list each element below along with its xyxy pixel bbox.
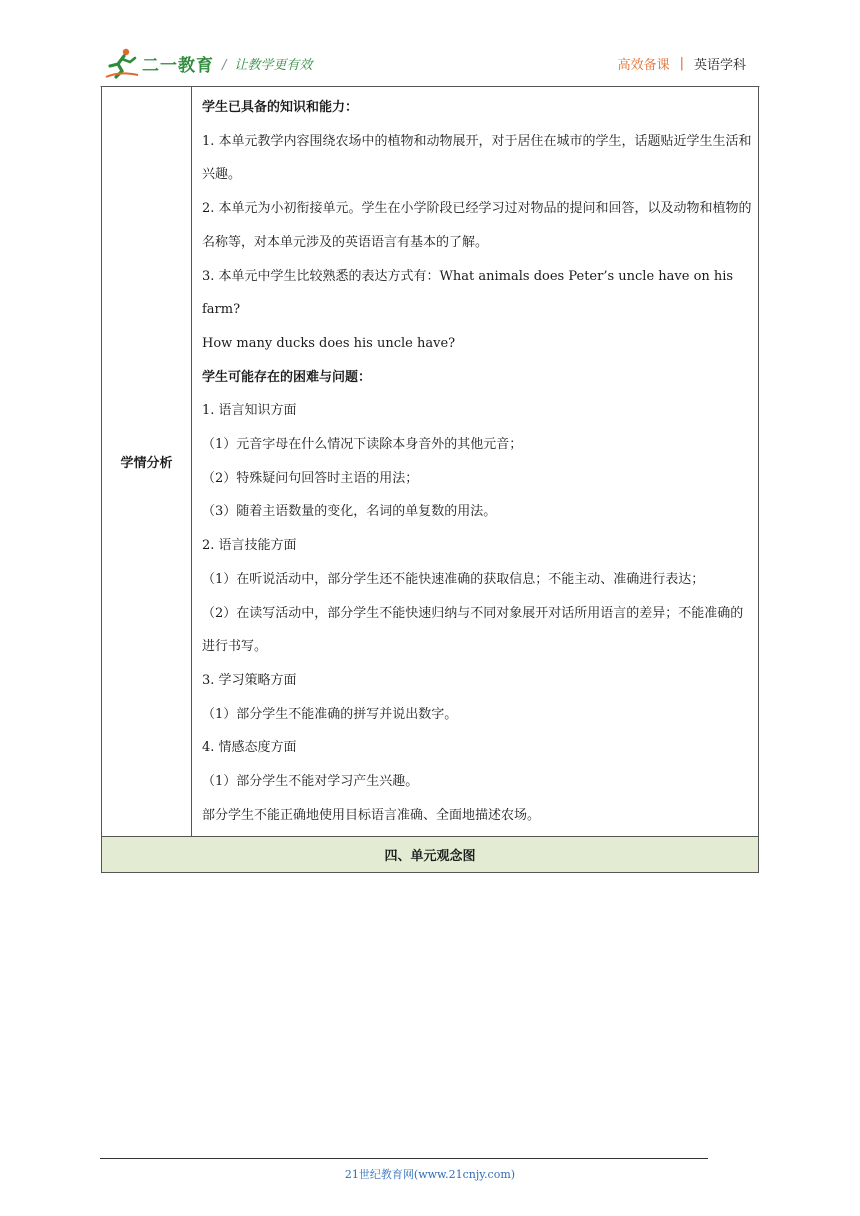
- problem-item: 3. 学习策略方面: [202, 672, 297, 688]
- section-title: 四、单元观念图: [102, 837, 759, 873]
- problem-item: （1）部分学生不能对学习产生兴趣。: [202, 774, 419, 790]
- known-item: 3. 本单元中学生比较熟悉的表达方式有：What animals does Peter’s uncle have on his farm?: [202, 268, 734, 318]
- known-item: 2. 本单元为小初衔接单元。学生在小学阶段已经学习过对物品的提问和回答，以及动物和植物的名称等，对本单元涉及的英语语言有基本的了解。: [202, 201, 752, 250]
- footer-divider: [100, 1158, 708, 1159]
- footer-link[interactable]: 21世纪教育网(www.21cnjy.com): [344, 1168, 516, 1181]
- known-heading: 学生已具备的知识和能力：: [202, 100, 359, 115]
- problem-item: 1. 语言知识方面: [202, 403, 297, 419]
- runner-logo-icon: [104, 47, 140, 79]
- problem-item: （1）在听说活动中，部分学生还不能快速准确的获取信息；不能主动、准确进行表达；: [202, 571, 705, 587]
- analysis-row: [102, 87, 759, 837]
- header-right: [618, 54, 746, 73]
- problem-item: （2）在读写活动中，部分学生不能快速归纳与不同对象展开对话所用语言的差异；不能准确的进行书写。: [202, 605, 744, 655]
- problem-item: 2. 语言技能方面: [202, 538, 297, 554]
- problem-item: （1）部分学生不能准确的拼写并说出数字。: [202, 706, 458, 722]
- slogan-slash: /: [222, 58, 227, 73]
- header-separator: |: [679, 56, 684, 71]
- logo-text: 二一教育: [142, 55, 214, 76]
- problem-item: 4. 情感态度方面: [202, 740, 297, 756]
- problems-heading: 学生可能存在的困难与问题：: [202, 369, 372, 385]
- known-item: How many ducks does his uncle have?: [202, 335, 456, 351]
- analysis-content: [192, 87, 759, 837]
- slogan-text: 让教学更有效: [234, 58, 313, 73]
- section-row: [102, 837, 759, 873]
- problem-item: （2）特殊疑问句回答时主语的用法；: [202, 470, 419, 486]
- problem-item: （3）随着主语数量的变化，名词的单复数的用法。: [202, 504, 497, 520]
- brand-logo: [104, 46, 214, 80]
- efficient-prep-label: 高效备课: [617, 58, 670, 73]
- analysis-table: [101, 86, 759, 873]
- row-label: 学情分析: [102, 87, 192, 837]
- known-item: 1. 本单元教学内容围绕农场中的植物和动物展开，对于居住在城市的学生，话题贴近学生生活和兴趣。: [202, 133, 752, 183]
- page-header: [100, 44, 760, 84]
- problem-item: （1）元音字母在什么情况下读除本身音外的其他元音；: [202, 437, 523, 453]
- slogan: [222, 54, 312, 73]
- subject-label: 英语学科: [693, 58, 746, 73]
- problem-item: 部分学生不能正确地使用目标语言准确、全面地描述农场。: [202, 807, 541, 823]
